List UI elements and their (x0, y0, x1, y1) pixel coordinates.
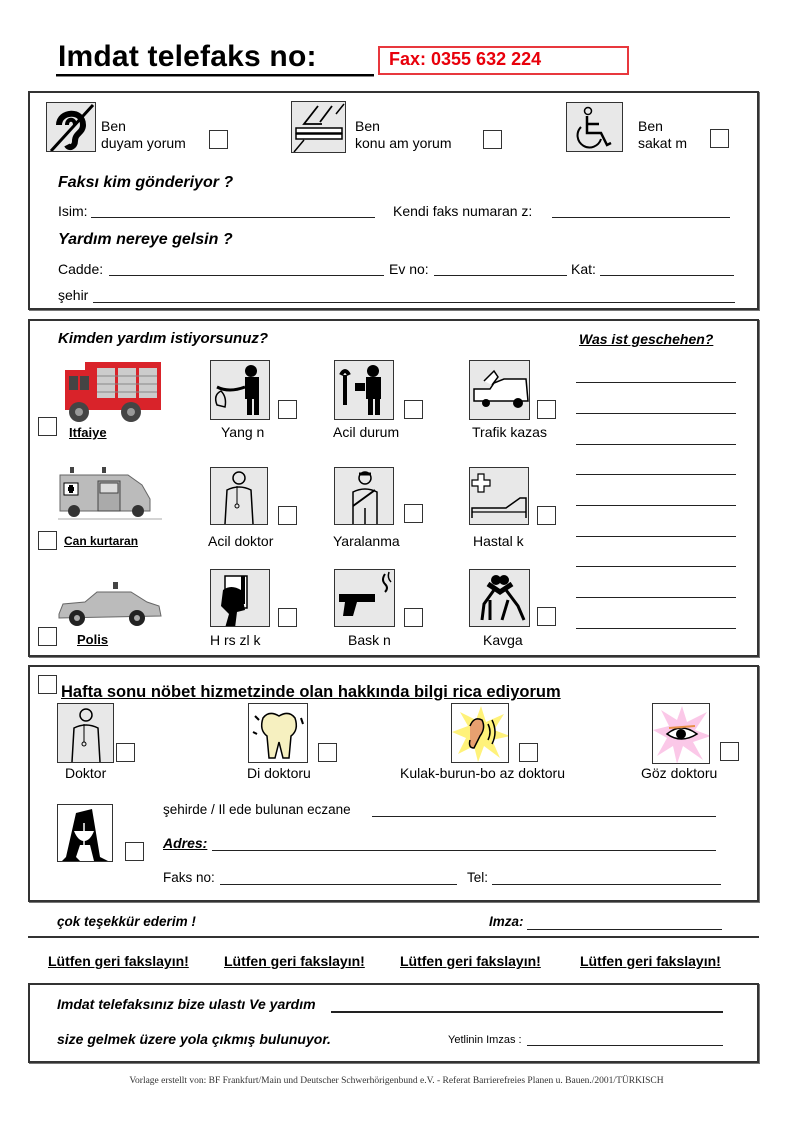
fax-number: Fax: 0355 632 224 (389, 49, 542, 69)
pharmacy-checkbox[interactable] (125, 842, 144, 861)
what-happened-line[interactable] (576, 566, 736, 567)
street-field[interactable] (109, 275, 384, 276)
eye-doctor-checkbox[interactable] (720, 742, 739, 761)
floor-label: Kat: (571, 261, 596, 277)
confirmation-line1: Imdat telefaksınız bize ulastı Ve yardım (57, 996, 316, 1012)
address-label: Adres: (163, 835, 208, 851)
option-label: Acil durum (333, 424, 400, 440)
fax-back-note: Lütfen geri fakslayın! (400, 953, 541, 969)
fire-service-checkbox[interactable] (38, 417, 57, 436)
title-underline (56, 74, 374, 77)
service-label: Itfaiye (69, 425, 107, 440)
ear-icon (451, 703, 509, 763)
address-field[interactable] (212, 850, 716, 851)
services-heading: Kimden yardım istiyorsunuz? (58, 330, 269, 347)
divider (28, 936, 759, 938)
pharmacy-fax-label: Faks no: (163, 870, 215, 885)
car-accident-icon (469, 360, 530, 420)
option-label: Kavga (483, 632, 523, 648)
illness-checkbox[interactable] (537, 506, 556, 525)
city-field[interactable] (93, 302, 735, 303)
confirmation-line2: size gelmek üzere yola çıkmış bulunuyor. (57, 1031, 331, 1047)
pharmacy-icon (57, 804, 113, 862)
doctor-label: Di doktoru (247, 765, 311, 781)
fight-icon (469, 569, 530, 627)
pharmacy-fax-field[interactable] (220, 884, 457, 885)
hearing-impaired-icon (46, 102, 96, 152)
house-number-label: Ev no: (389, 261, 429, 277)
tooth-icon (248, 703, 308, 763)
gun-icon (334, 569, 395, 627)
fax-back-note: Lütfen geri fakslayın! (580, 953, 721, 969)
weekend-info-checkbox[interactable] (38, 675, 57, 694)
doctor-label: Göz doktoru (641, 765, 718, 781)
option-label: Hastal k (473, 533, 524, 549)
doctor-checkbox[interactable] (116, 743, 135, 762)
injury-checkbox[interactable] (404, 504, 423, 523)
what-happened-line[interactable] (576, 536, 736, 537)
rescue-worker-icon (334, 360, 394, 420)
service-label: Polis (77, 632, 109, 647)
option-label: Yang n (221, 424, 265, 440)
doctor-label: Doktor (65, 765, 107, 781)
name-field[interactable] (91, 217, 375, 218)
confirmation-field[interactable] (331, 1011, 723, 1013)
option-label: Bask n (348, 632, 391, 648)
speech-impaired-checkbox[interactable] (483, 130, 502, 149)
pharmacy-tel-label: Tel: (467, 870, 489, 885)
fight-checkbox[interactable] (537, 607, 556, 626)
traffic-accident-checkbox[interactable] (537, 400, 556, 419)
doctor-icon (57, 703, 114, 763)
what-happened-line[interactable] (576, 382, 736, 383)
doctor-icon (210, 467, 268, 525)
fax-back-note: Lütfen geri fakslayın! (224, 953, 365, 969)
hearing-impaired-checkbox[interactable] (209, 130, 228, 149)
burglary-checkbox[interactable] (278, 608, 297, 627)
burglar-icon (210, 569, 270, 627)
disability-label-line1: Ben (355, 118, 380, 134)
fire-truck-icon (57, 360, 163, 424)
police-car-icon (55, 580, 163, 630)
location-heading: Yardım nereye gelsin ? (58, 231, 233, 248)
emergency-checkbox[interactable] (404, 400, 423, 419)
fax-back-note: Lütfen geri fakslayın! (48, 953, 189, 969)
pharmacy-field[interactable] (372, 816, 716, 817)
police-service-checkbox[interactable] (38, 627, 57, 646)
pharmacy-tel-field[interactable] (492, 884, 721, 885)
page-title: Imdat telefaks no: (58, 40, 317, 73)
what-happened-heading: Was ist geschehen? (579, 331, 714, 347)
what-happened-line[interactable] (576, 628, 736, 629)
speech-impaired-icon (291, 101, 346, 153)
firefighter-icon (210, 360, 270, 420)
disability-label-line2: konu am yorum (355, 135, 452, 151)
signature-label: Imza: (489, 914, 524, 929)
what-happened-line[interactable] (576, 444, 736, 445)
thanks-text: çok teşekkür ederim ! (57, 914, 196, 929)
signature-field[interactable] (527, 929, 722, 930)
eye-icon (652, 703, 710, 764)
option-label: Trafik kazas (472, 424, 547, 440)
what-happened-line[interactable] (576, 474, 736, 475)
wheelchair-icon (566, 102, 623, 152)
floor-field[interactable] (600, 275, 734, 276)
option-label: Yaralanma (333, 533, 400, 549)
injured-person-icon (334, 467, 394, 525)
disability-label-line1: Ben (638, 118, 663, 134)
disability-label-line2: duyam yorum (101, 135, 186, 151)
disability-label-line2: sakat m (638, 135, 688, 151)
doctor-label: Kulak-burun-bo az doktoru (400, 765, 565, 781)
what-happened-line[interactable] (576, 505, 736, 506)
raid-checkbox[interactable] (404, 608, 423, 627)
emergency-doctor-checkbox[interactable] (278, 506, 297, 525)
weekend-heading: Hafta sonu nöbet hizmetzinde olan hakkında bilgi rica ediyorum (61, 683, 561, 701)
fire-checkbox[interactable] (278, 400, 297, 419)
pharmacy-label: şehirde / Il ede bulunan eczane (163, 802, 351, 817)
official-signature-field[interactable] (527, 1045, 723, 1046)
option-label: Acil doktor (208, 533, 274, 549)
what-happened-line[interactable] (576, 597, 736, 598)
own-fax-label: Kendi faks numaran z: (393, 203, 533, 219)
ambulance-service-checkbox[interactable] (38, 531, 57, 550)
footer-credit: Vorlage erstellt von: BF Frankfurt/Main und Deutscher Schwerhörigenbund e.V. - Referat Barrierefreies Planen u. Bauen./2001/TÜRKISCH (129, 1076, 664, 1086)
disability-label-line1: Ben (101, 118, 126, 134)
hospital-bed-icon (469, 467, 529, 525)
service-label: Can kurtaran (64, 534, 139, 548)
option-label: H rs zl k (210, 632, 261, 648)
confirmation-section (28, 983, 759, 1063)
disabled-checkbox[interactable] (710, 129, 729, 148)
house-number-field[interactable] (434, 275, 567, 276)
name-label: Isim: (58, 203, 88, 219)
ent-doctor-checkbox[interactable] (519, 743, 538, 762)
dentist-checkbox[interactable] (318, 743, 337, 762)
own-fax-field[interactable] (552, 217, 730, 218)
city-label: şehir (58, 287, 89, 303)
sender-heading: Faksı kim gönderiyor ? (58, 174, 234, 191)
what-happened-line[interactable] (576, 413, 736, 414)
ambulance-icon (58, 465, 162, 521)
street-label: Cadde: (58, 261, 104, 277)
official-signature-label: Yetlinin Imzas : (448, 1034, 522, 1046)
